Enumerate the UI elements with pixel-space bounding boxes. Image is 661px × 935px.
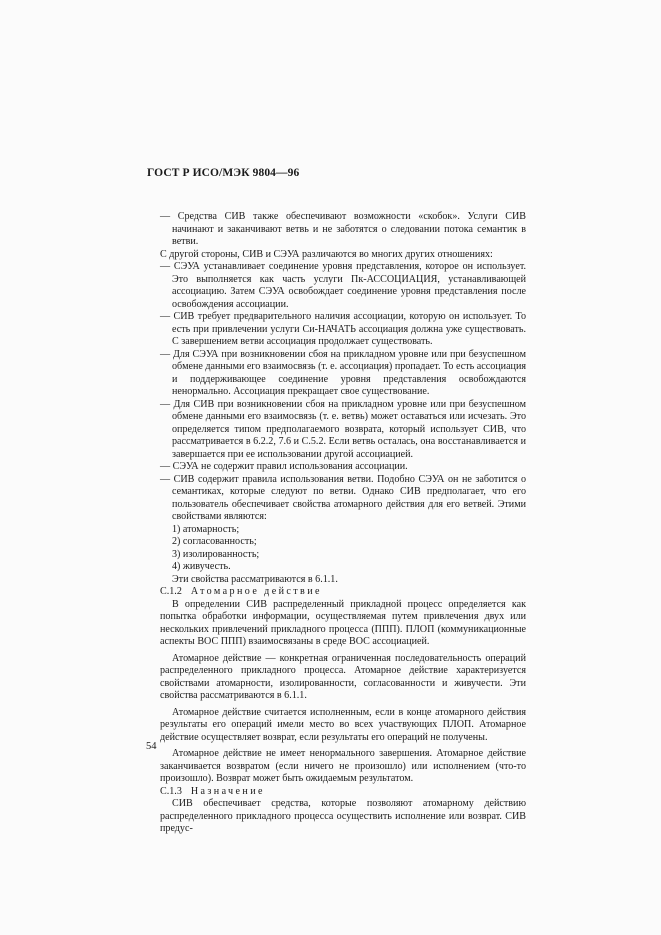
paragraph: — Для СИВ при возникновении сбоя на прикладном уровне или при безуспешном обмене данными его взаимосвязь (т. е. ветвь) может оставаться или исчезать. Это определяется типом предполагаемого возврата, который использует СИВ, что рассматривается в 6.2.2, 7.6 и С.5.2. Если ветвь осталась, она восстанавливается и завершается при ее использовании другой ассоциацией.	[160, 398, 526, 460]
paragraph: — СЭУА не содержит правил использования ассоциации.	[160, 461, 408, 472]
paragraph: — Средства СИВ также обеспечивают возможности «скобок». Услуги СИВ начинают и заканчивают ветвь и не заботятся о следовании потока семантик в ветви.	[160, 211, 526, 247]
paragraph: — СЭУА устанавливает соединение уровня представления, которое он использует. Это выполняется как часть услуги Пк-АССОЦИАЦИЯ, устанавливающей ассоциацию. Затем СЭУА освобождает соединение уровня представления после освобождения ассоциации.	[160, 261, 526, 310]
paragraph: Атомарное действие — конкретная ограниченная последовательность операций распределенного прикладного процесса. Атомарное действие характеризуется свойствами атомарности, изолированности, согласованности и живучести. Эти свойства рассматриваются в 6.1.1.	[160, 652, 526, 701]
list-item: 4) живучесть.	[172, 561, 231, 572]
section-heading	[160, 586, 526, 599]
paragraph: Атомарное действие считается исполненным, если в конце атомарного действия результаты его операций имели место во всех участвующих ПЛОП. Атомарное действие осуществляет возврат, если результаты его операций не получены.	[160, 706, 526, 743]
section-title: Назначение	[190, 785, 265, 797]
list-item: 3) изолированность;	[172, 548, 260, 560]
paragraph: — Для СЭУА при возникновении сбоя на прикладном уровне или при безуспешном обмене данными его взаимосвязь (т. е. ассоциация) пропадает. То есть ассоциация и поддерживающее соединение уровня представления освобождаются ненормально. Ассоциация прекращает свое существование.	[160, 348, 526, 397]
paragraph: — СИВ требует предварительного наличия ассоциации, которую он использует. То есть при привлечении услуги Си-НАЧАТЬ ассоциация должна уже существовать. С завершением ветви ассоциация продолжает существовать.	[160, 311, 526, 347]
paragraph: С другой стороны, СИВ и СЭУА различаются во многих других отношениях:	[160, 248, 493, 260]
section-number: С.1.3	[160, 785, 182, 797]
paragraph: Атомарное действие не имеет ненормального завершения. Атомарное действие заканчивается возвратом (если ничего не произошло) или исполнением (что-то произошло). Возврат может быть ожидаемым результатом.	[160, 748, 526, 784]
page-number: 54	[146, 741, 157, 752]
list-item: 1) атомарность;	[172, 523, 240, 535]
list-item: 2) согласованность;	[172, 536, 257, 547]
document-header: ГОСТ Р ИСО/МЭК 9804—96	[147, 167, 300, 179]
section-title: Атомарное действие	[190, 586, 322, 597]
paragraph: В определении СИВ распределенный прикладной процесс определяется как попытка обработки информации, осуществляемая путем привлечения двух или нескольких привлечений прикладного процесса (ППП). ПЛОП (коммуникационные аспекты ВОС ППП) взаимосвязаны в среде ВОС ассоциацией.	[160, 598, 526, 647]
paragraph: СИВ обеспечивает средства, которые позволяют атомарному действию распределенного прикладного процесса осуществить исполнение или возврат. СИВ предус-	[160, 798, 526, 834]
list-note: Эти свойства рассматриваются в 6.1.1.	[172, 573, 338, 585]
section-heading	[160, 786, 526, 799]
section-number: С.1.2	[160, 586, 182, 597]
body-text	[160, 211, 526, 836]
paragraph: — СИВ содержит правила использования ветви. Подобно СЭУА он не заботится о семантиках, которые следуют по ветви. Однако СИВ предполагает, что его пользователь обеспечивает свойства атомарного действия для его ветвей. Этими свойствами являются:	[160, 473, 526, 522]
